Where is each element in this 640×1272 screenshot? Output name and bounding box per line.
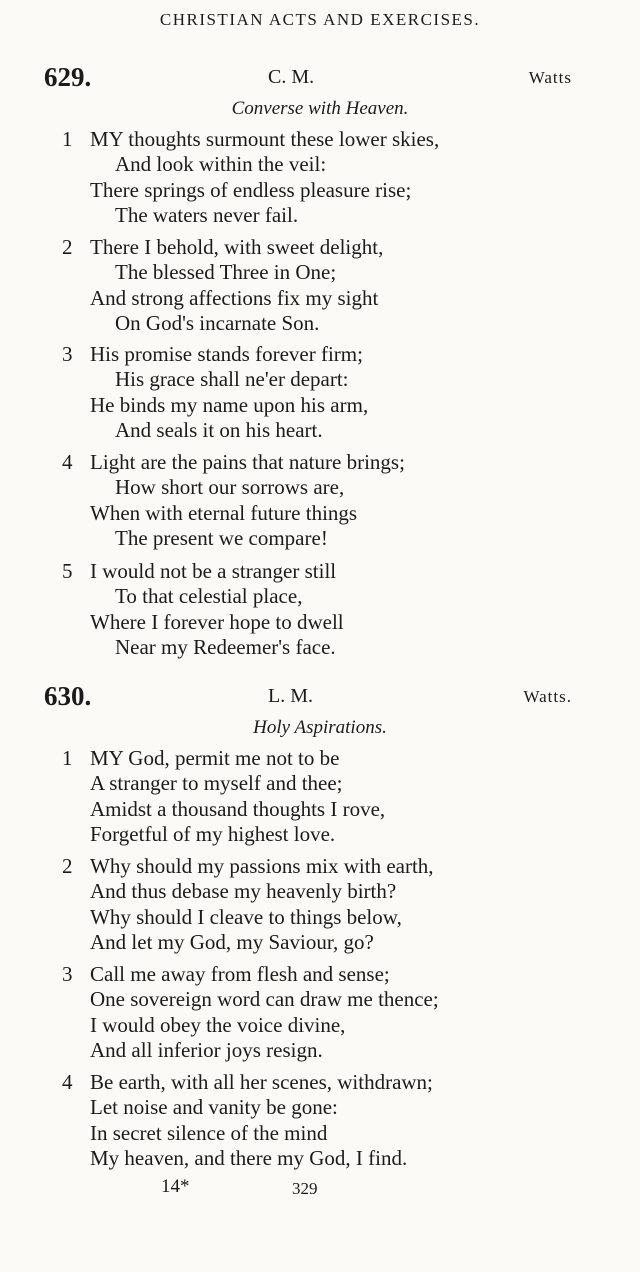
stanza	[62, 1070, 582, 1172]
hymn-header	[44, 62, 572, 96]
verse-line: I would obey the voice divine,	[90, 1012, 346, 1037]
verse-line: How short our sorrows are,	[115, 475, 345, 500]
hymn-meter: L. M.	[268, 685, 313, 707]
stanza	[62, 235, 582, 337]
verse-line: The present we compare!	[115, 526, 328, 551]
stanza-number: 3	[62, 962, 73, 986]
verse-line: There springs of endless pleasure rise;	[90, 177, 412, 202]
stanza	[62, 450, 582, 552]
stanza	[62, 962, 582, 1064]
stanza	[62, 342, 582, 444]
verse-line: Why should my passions mix with earth,	[90, 854, 434, 878]
verse-line: A stranger to myself and thee;	[90, 771, 343, 796]
page-number: 329	[292, 1179, 318, 1198]
stanza-number: 3	[62, 342, 73, 366]
verse-line: Where I forever hope to dwell	[90, 609, 344, 634]
stanza	[62, 854, 582, 956]
verse-line: And thus debase my heavenly birth?	[90, 879, 397, 904]
running-head: CHRISTIAN ACTS AND EXERCISES.	[159, 10, 481, 29]
verse-line: His promise stands forever firm;	[90, 342, 363, 366]
hymn-header	[44, 681, 572, 715]
verse-line: His grace shall ne'er depart:	[115, 367, 349, 392]
stanza-number: 5	[62, 559, 73, 583]
verse-line: There I behold, with sweet delight,	[90, 235, 384, 259]
hymn-author: Watts.	[523, 687, 572, 706]
verse-line: When with eternal future things	[90, 500, 358, 525]
stanza-number: 4	[62, 1070, 73, 1094]
hymn-number: 630.	[44, 681, 92, 711]
verse-line: Amidst a thousand thoughts I rove,	[90, 796, 386, 821]
stanza	[62, 746, 582, 848]
hymn-title: Converse with Heaven.	[231, 98, 409, 119]
verse-line: The waters never fail.	[115, 203, 299, 228]
stanza-number: 2	[62, 235, 73, 259]
signature-mark: 14*	[161, 1176, 190, 1197]
verse-line: Forgetful of my highest love.	[90, 822, 336, 847]
verse-line: And look within the veil:	[115, 152, 327, 177]
stanza	[62, 127, 582, 229]
verse-line: And strong affections fix my sight	[90, 285, 379, 310]
verse-line: The blessed Three in One;	[115, 260, 337, 285]
verse-line: Be earth, with all her scenes, withdrawn;	[90, 1070, 433, 1094]
stanza-number: 2	[62, 854, 73, 878]
verse-line: He binds my name upon his arm,	[90, 392, 369, 417]
hymn-author: Watts	[528, 68, 572, 87]
verse-line: MY God, permit me not to be	[90, 746, 340, 770]
verse-line: Light are the pains that nature brings;	[90, 450, 405, 474]
verse-line: My heaven, and there my God, I find.	[90, 1146, 408, 1171]
verse-line: And let my God, my Saviour, go?	[90, 930, 374, 955]
verse-line: Call me away from flesh and sense;	[90, 962, 390, 986]
verse-line: Near my Redeemer's face.	[115, 635, 336, 660]
verse-line: On God's incarnate Son.	[115, 311, 320, 336]
verse-line: And seals it on his heart.	[115, 418, 323, 443]
verse-line: And all inferior joys resign.	[90, 1038, 323, 1063]
verse-line: Why should I cleave to things below,	[90, 904, 402, 929]
verse-line: To that celestial place,	[115, 584, 303, 609]
stanza-number: 1	[62, 127, 73, 151]
stanza-number: 1	[62, 746, 73, 770]
hymn-title: Holy Aspirations.	[253, 717, 387, 738]
verse-line: MY thoughts surmount these lower skies,	[90, 127, 440, 151]
hymn-number: 629.	[44, 62, 92, 92]
verse-line: Let noise and vanity be gone:	[90, 1095, 338, 1120]
verse-line: One sovereign word can draw me thence;	[90, 987, 439, 1012]
stanza	[62, 559, 582, 661]
stanza-number: 4	[62, 450, 73, 474]
verse-line: I would not be a stranger still	[90, 559, 337, 583]
hymn-meter: C. M.	[268, 66, 315, 88]
verse-line: In secret silence of the mind	[90, 1120, 328, 1145]
